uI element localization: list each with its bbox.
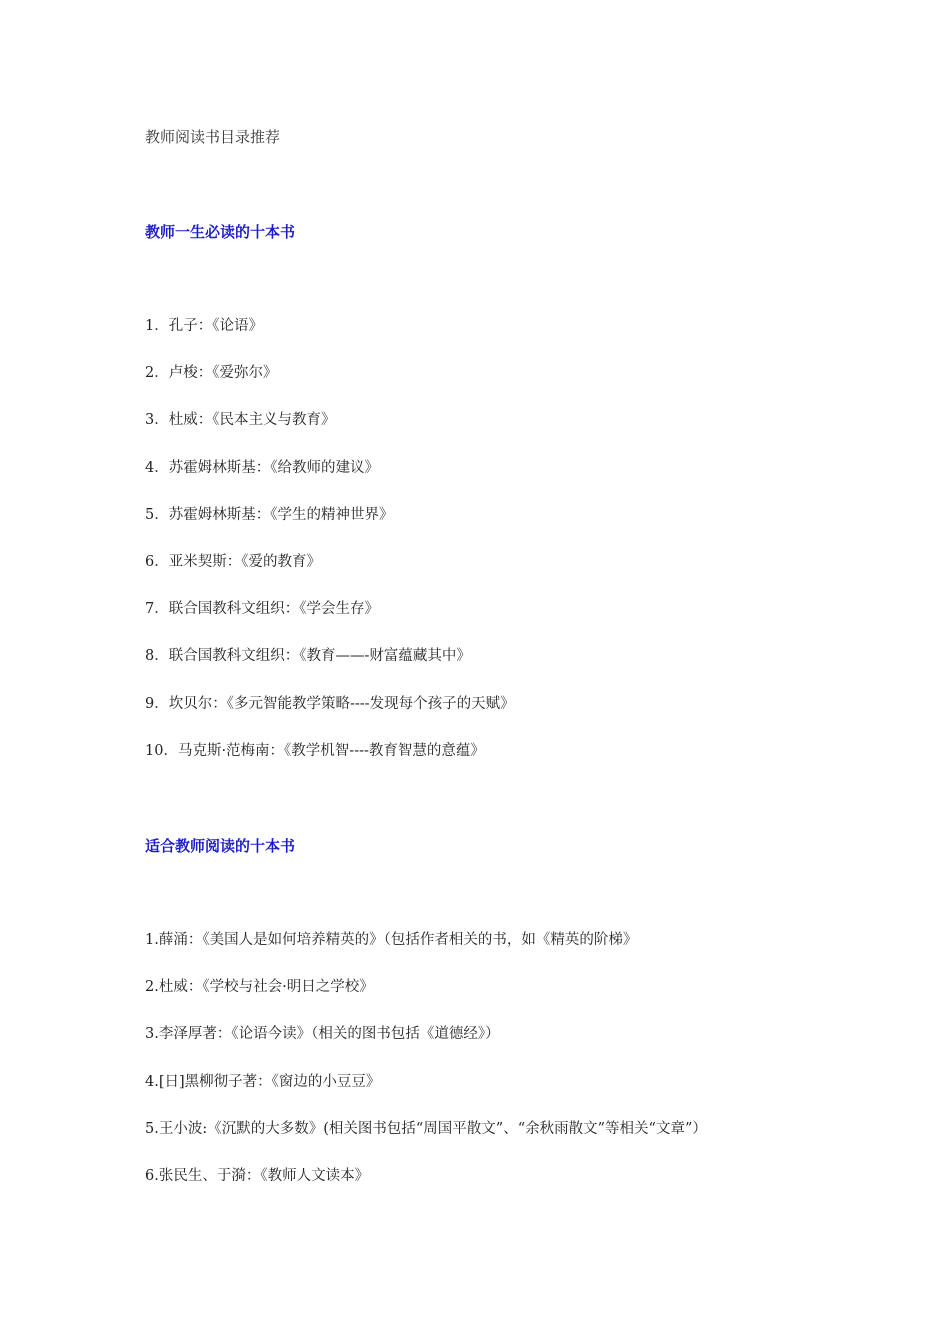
- section-heading-must-read: 教师一生必读的十本书: [145, 223, 296, 241]
- list-item: 6.张民生、于漪：《教师人文读本》: [145, 1167, 370, 1184]
- list-item: 2．卢梭：《爱弥尔》: [145, 365, 278, 382]
- book-list-suitable: [145, 930, 707, 1213]
- list-item: 2.杜威：《学校与社会·明日之学校》: [145, 979, 374, 996]
- list-item: 6．亚米契斯：《爱的教育》: [145, 553, 321, 570]
- list-item: 4.[日]黑柳彻子著：《窗边的小豆豆》: [145, 1073, 381, 1090]
- list-item: 5．苏霍姆林斯基：《学生的精神世界》: [145, 506, 394, 523]
- list-item: 9．坎贝尔：《多元智能教学策略----发现每个孩子的天赋》: [145, 695, 515, 712]
- list-item: 3.李泽厚著：《论语今读》（相关的图书包括《道德经》）: [145, 1026, 500, 1043]
- section-heading-suitable: 适合教师阅读的十本书: [145, 837, 296, 855]
- list-item: 7．联合国教科文组织：《学会生存》: [145, 601, 379, 618]
- list-item: 8．联合国教科文组织：《教育——-财富蕴藏其中》: [145, 648, 471, 665]
- list-item: 3．杜威：《民本主义与教育》: [145, 412, 336, 429]
- list-item: 5.王小波:《沉默的大多数》(相关图书包括“周国平散文”、“余秋雨散文”等相关“文章”）: [145, 1120, 707, 1137]
- list-item: 1．孔子：《论语》: [145, 318, 263, 334]
- list-item: 1.薛涌：《美国人是如何培养精英的》（包括作者相关的书，如《精英的阶梯》: [145, 932, 638, 948]
- document-title: 教师阅读书目录推荐: [145, 128, 281, 146]
- book-list-must-read: [145, 316, 515, 788]
- list-item: 4．苏霍姆林斯基：《给教师的建议》: [145, 459, 379, 476]
- list-item: 10．马克斯·范梅南：《教学机智----教育智慧的意蕴》: [145, 742, 485, 759]
